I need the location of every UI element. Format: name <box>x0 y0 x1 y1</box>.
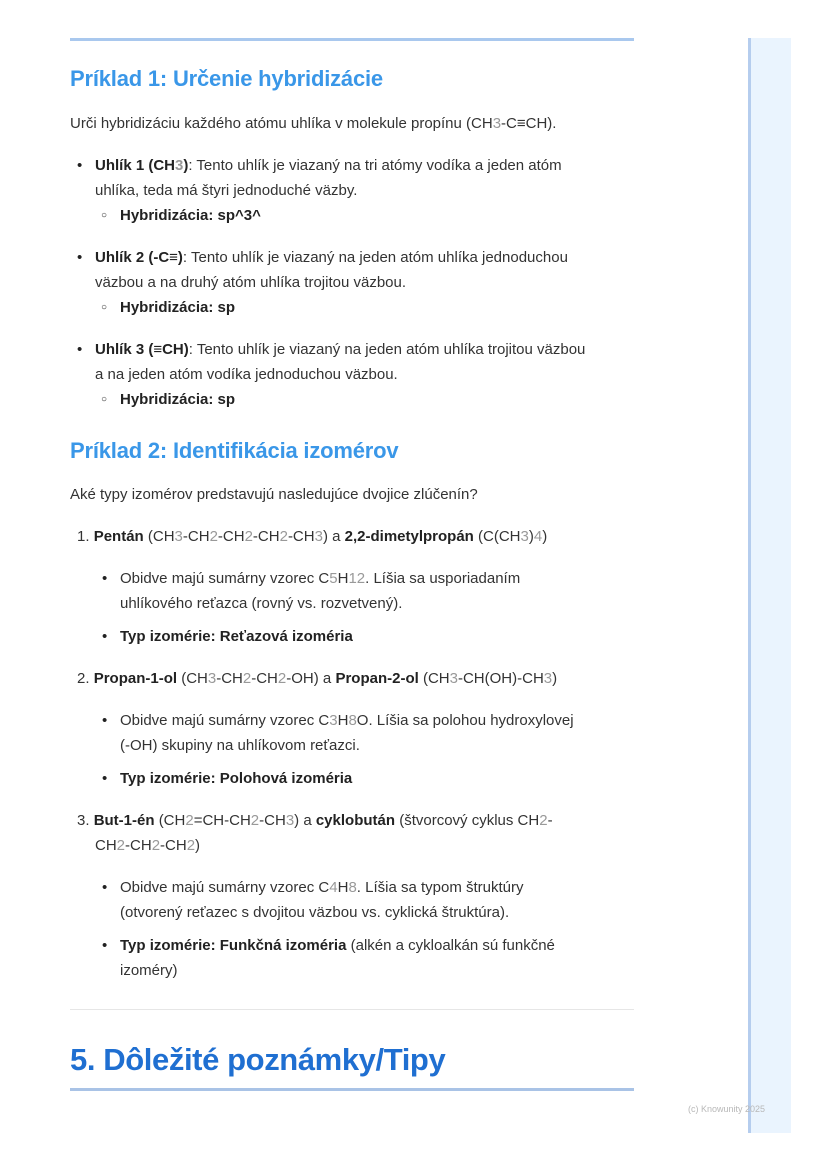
bullet-icon: • <box>102 770 108 787</box>
example2-prompt: Aké typy izomérov predstavujú nasledujúce dvojice zlúčenín? <box>70 486 478 503</box>
pair3-note: Obidve majú sumárny vzorec C4H8. Líšia sa typom štruktúry (otvorený reťazec s dvojitou väzbou vs. cyklická štruktúra). <box>120 879 524 921</box>
pair2-note: Obidve majú sumárny vzorec C3H8O. Líšia sa polohou hydroxylovej (-OH) skupiny na uhlíkovom reťazci. <box>120 712 574 754</box>
bullet-icon: • <box>77 341 83 358</box>
copyright-footer: (c) Knowunity 2025 <box>688 1104 766 1114</box>
section-divider <box>70 1009 634 1010</box>
example2-heading: Príklad 2: Identifikácia izomérov <box>70 438 399 463</box>
pair3-type: Typ izomérie: Funkčná izoméria (alkén a cykloalkán sú funkčné izoméry) <box>120 937 555 979</box>
bullet-icon: • <box>102 937 108 954</box>
circle-bullet-icon: ○ <box>101 394 108 405</box>
example1-heading: Príklad 1: Určenie hybridizácie <box>70 66 383 91</box>
circle-bullet-icon: ○ <box>101 302 108 313</box>
carbon3-item: Uhlík 3 (≡CH): Tento uhlík je viazaný na jeden atóm uhlíka trojitou väzbou a na jeden atóm vodíka jednoduchou väzbou. <box>95 341 586 383</box>
bullet-icon: • <box>102 628 108 645</box>
circle-bullet-icon: ○ <box>101 210 108 221</box>
bullet-icon: • <box>102 712 108 729</box>
section5-heading: 5. Dôležité poznámky/Tipy <box>70 1042 446 1077</box>
carbon1-item: Uhlík 1 (CH3): Tento uhlík je viazaný na tri atómy vodíka a jeden atóm uhlíka, teda má štyri jednoduché väzby. <box>95 157 562 199</box>
pair2-heading: 2. Propan-1-ol (CH3-CH2-CH2-OH) a Propan-2-ol (CH3-CH(OH)-CH3) <box>77 670 558 687</box>
top-divider <box>70 38 634 41</box>
section5-underline <box>70 1088 634 1091</box>
carbon1-hybridization: Hybridizácia: sp^3^ <box>120 207 261 224</box>
carbon2-item: Uhlík 2 (-C≡): Tento uhlík je viazaný na jeden atóm uhlíka jednoduchou väzbou a na druhý atóm uhlíka trojitou väzbou. <box>95 249 568 291</box>
bullet-icon: • <box>77 249 83 266</box>
bullet-icon: • <box>102 879 108 896</box>
pair2-type: Typ izomérie: Polohová izoméria <box>120 770 353 787</box>
example1-prompt: Urči hybridizáciu každého atómu uhlíka v molekule propínu (CH3-C≡CH). <box>70 115 557 132</box>
pair1-note: Obidve majú sumárny vzorec C5H12. Líšia sa usporiadaním uhlíkového reťazca (rovný vs. rozvetvený). <box>120 570 521 612</box>
carbon2-hybridization: Hybridizácia: sp <box>120 299 236 316</box>
pair1-heading: 1. Pentán (CH3-CH2-CH2-CH2-CH3) a 2,2-dimetylpropán (C(CH3)4) <box>77 528 548 545</box>
pair3-heading-line2: CH2-CH2-CH2) <box>95 837 201 854</box>
carbon3-hybridization: Hybridizácia: sp <box>120 391 236 408</box>
pair3-heading: 3. But-1-én (CH2=CH-CH2-CH3) a cyklobután (štvorcový cyklus CH2- <box>77 812 553 829</box>
pair1-type: Typ izomérie: Reťazová izoméria <box>120 628 353 645</box>
side-panel <box>748 38 791 1133</box>
bullet-icon: • <box>102 570 108 587</box>
bullet-icon: • <box>77 157 83 174</box>
